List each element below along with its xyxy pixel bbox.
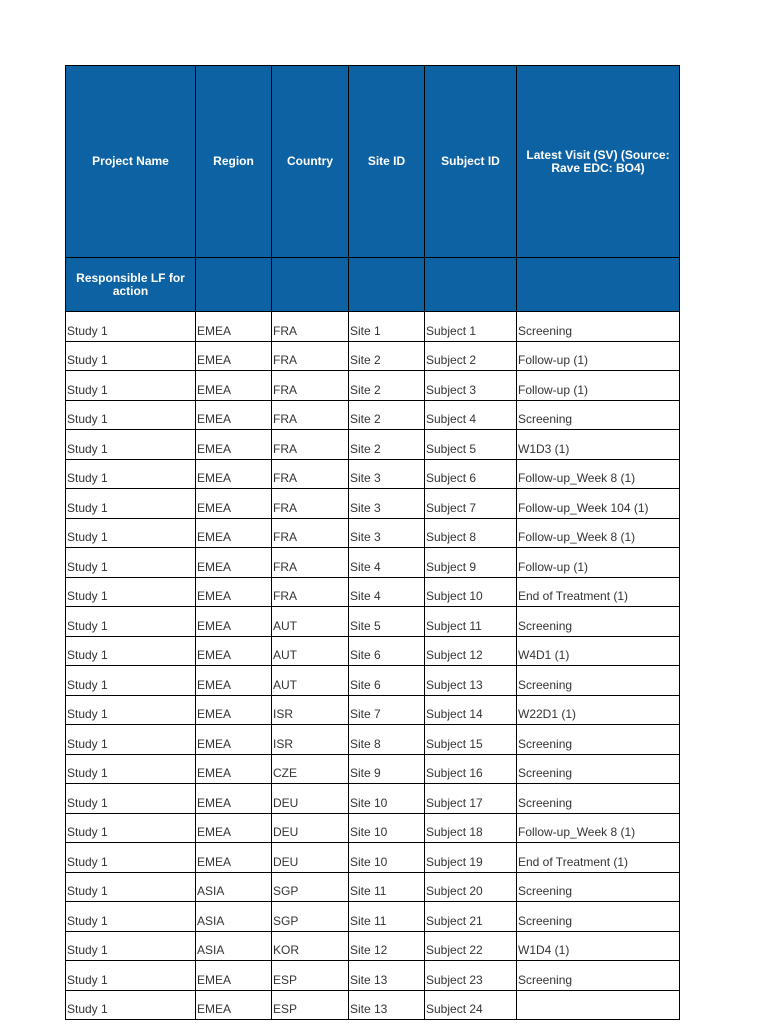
table-row: [66, 577, 680, 607]
cell-latest-visit[interactable]: Follow-up (1): [517, 548, 680, 578]
cell-region[interactable]: EMEA: [196, 754, 272, 784]
cell-site-id[interactable]: Site 2: [349, 371, 425, 401]
cell-project-name[interactable]: Study 1: [66, 990, 196, 1020]
header-site-id[interactable]: Site ID: [349, 66, 425, 258]
subheader-row: [66, 258, 680, 312]
cell-latest-visit[interactable]: Screening: [517, 725, 680, 755]
cell-project-name[interactable]: Study 1: [66, 725, 196, 755]
cell-region[interactable]: EMEA: [196, 784, 272, 814]
cell-project-name[interactable]: Study 1: [66, 518, 196, 548]
cell-country[interactable]: DEU: [272, 813, 349, 843]
cell-project-name[interactable]: Study 1: [66, 961, 196, 991]
cell-country[interactable]: DEU: [272, 843, 349, 873]
cell-region[interactable]: EMEA: [196, 607, 272, 637]
cell-latest-visit[interactable]: Screening: [517, 607, 680, 637]
cell-region[interactable]: EMEA: [196, 636, 272, 666]
cell-site-id[interactable]: Site 3: [349, 518, 425, 548]
cell-latest-visit[interactable]: Screening: [517, 784, 680, 814]
subheader-cell[interactable]: [349, 258, 425, 312]
table-row: [66, 666, 680, 696]
cell-project-name[interactable]: Study 1: [66, 843, 196, 873]
cell-country[interactable]: ISR: [272, 725, 349, 755]
cell-site-id[interactable]: Site 7: [349, 695, 425, 725]
cell-site-id[interactable]: Site 13: [349, 961, 425, 991]
header-latest-visit[interactable]: Latest Visit (SV) (Source: Rave EDC: BO4): [517, 66, 680, 258]
cell-country[interactable]: ESP: [272, 990, 349, 1020]
cell-country[interactable]: SGP: [272, 902, 349, 932]
cell-latest-visit[interactable]: W4D1 (1): [517, 636, 680, 666]
cell-latest-visit[interactable]: Follow-up_Week 8 (1): [517, 518, 680, 548]
cell-subject-id[interactable]: Subject 17: [425, 784, 517, 814]
cell-region[interactable]: EMEA: [196, 990, 272, 1020]
cell-country[interactable]: FRA: [272, 518, 349, 548]
subheader-cell[interactable]: [425, 258, 517, 312]
table-row: [66, 990, 680, 1020]
cell-subject-id[interactable]: Subject 5: [425, 430, 517, 460]
cell-subject-id[interactable]: Subject 15: [425, 725, 517, 755]
table-row: [66, 459, 680, 489]
cell-subject-id[interactable]: Subject 14: [425, 695, 517, 725]
cell-country[interactable]: FRA: [272, 489, 349, 519]
cell-subject-id[interactable]: Subject 21: [425, 902, 517, 932]
cell-site-id[interactable]: Site 11: [349, 902, 425, 932]
cell-subject-id[interactable]: Subject 6: [425, 459, 517, 489]
cell-latest-visit[interactable]: Screening: [517, 902, 680, 932]
cell-country[interactable]: FRA: [272, 341, 349, 371]
cell-project-name[interactable]: Study 1: [66, 371, 196, 401]
cell-project-name[interactable]: Study 1: [66, 489, 196, 519]
cell-latest-visit[interactable]: End of Treatment (1): [517, 577, 680, 607]
cell-site-id[interactable]: Site 2: [349, 430, 425, 460]
cell-country[interactable]: AUT: [272, 666, 349, 696]
cell-site-id[interactable]: Site 10: [349, 784, 425, 814]
cell-subject-id[interactable]: Subject 9: [425, 548, 517, 578]
subheader-cell[interactable]: [517, 258, 680, 312]
cell-project-name[interactable]: Study 1: [66, 813, 196, 843]
cell-region[interactable]: EMEA: [196, 400, 272, 430]
cell-country[interactable]: ISR: [272, 695, 349, 725]
cell-project-name[interactable]: Study 1: [66, 577, 196, 607]
cell-latest-visit[interactable]: W22D1 (1): [517, 695, 680, 725]
table-row: [66, 636, 680, 666]
cell-project-name[interactable]: Study 1: [66, 548, 196, 578]
table-row: [66, 489, 680, 519]
cell-latest-visit[interactable]: [517, 990, 680, 1020]
cell-project-name[interactable]: Study 1: [66, 341, 196, 371]
cell-latest-visit[interactable]: Screening: [517, 312, 680, 342]
cell-subject-id[interactable]: Subject 2: [425, 341, 517, 371]
cell-site-id[interactable]: Site 1: [349, 312, 425, 342]
cell-project-name[interactable]: Study 1: [66, 902, 196, 932]
cell-project-name[interactable]: Study 1: [66, 430, 196, 460]
cell-country[interactable]: FRA: [272, 459, 349, 489]
cell-region[interactable]: EMEA: [196, 489, 272, 519]
cell-country[interactable]: FRA: [272, 371, 349, 401]
cell-latest-visit[interactable]: Screening: [517, 754, 680, 784]
cell-site-id[interactable]: Site 6: [349, 636, 425, 666]
cell-site-id[interactable]: Site 13: [349, 990, 425, 1020]
cell-site-id[interactable]: Site 4: [349, 548, 425, 578]
table-row: [66, 754, 680, 784]
cell-region[interactable]: EMEA: [196, 312, 272, 342]
cell-subject-id[interactable]: Subject 8: [425, 518, 517, 548]
cell-project-name[interactable]: Study 1: [66, 607, 196, 637]
cell-country[interactable]: FRA: [272, 400, 349, 430]
header-row: [66, 66, 680, 258]
cell-subject-id[interactable]: Subject 13: [425, 666, 517, 696]
cell-project-name[interactable]: Study 1: [66, 872, 196, 902]
cell-latest-visit[interactable]: Screening: [517, 961, 680, 991]
cell-subject-id[interactable]: Subject 18: [425, 813, 517, 843]
cell-country[interactable]: FRA: [272, 548, 349, 578]
cell-latest-visit[interactable]: Follow-up_Week 8 (1): [517, 459, 680, 489]
cell-subject-id[interactable]: Subject 23: [425, 961, 517, 991]
cell-region[interactable]: EMEA: [196, 813, 272, 843]
cell-site-id[interactable]: Site 9: [349, 754, 425, 784]
header-country[interactable]: Country: [272, 66, 349, 258]
cell-project-name[interactable]: Study 1: [66, 400, 196, 430]
cell-latest-visit[interactable]: Follow-up_Week 8 (1): [517, 813, 680, 843]
cell-country[interactable]: KOR: [272, 931, 349, 961]
cell-region[interactable]: EMEA: [196, 961, 272, 991]
cell-latest-visit[interactable]: Follow-up (1): [517, 371, 680, 401]
cell-project-name[interactable]: Study 1: [66, 666, 196, 696]
cell-project-name[interactable]: Study 1: [66, 459, 196, 489]
table-row: [66, 725, 680, 755]
cell-subject-id[interactable]: Subject 7: [425, 489, 517, 519]
cell-country[interactable]: FRA: [272, 577, 349, 607]
cell-country[interactable]: AUT: [272, 636, 349, 666]
cell-latest-visit[interactable]: W1D3 (1): [517, 430, 680, 460]
cell-country[interactable]: FRA: [272, 312, 349, 342]
cell-site-id[interactable]: Site 2: [349, 341, 425, 371]
cell-latest-visit[interactable]: W1D4 (1): [517, 931, 680, 961]
table-row: [66, 607, 680, 637]
table-header: [66, 66, 680, 312]
header-project-name[interactable]: Project Name: [66, 66, 196, 258]
cell-latest-visit[interactable]: End of Treatment (1): [517, 843, 680, 873]
table-row: [66, 931, 680, 961]
cell-region[interactable]: EMEA: [196, 430, 272, 460]
cell-site-id[interactable]: Site 10: [349, 813, 425, 843]
table-row: [66, 813, 680, 843]
cell-country[interactable]: SGP: [272, 872, 349, 902]
table-row: [66, 312, 680, 342]
cell-latest-visit[interactable]: Follow-up_Week 104 (1): [517, 489, 680, 519]
table-row: [66, 430, 680, 460]
cell-country[interactable]: CZE: [272, 754, 349, 784]
cell-site-id[interactable]: Site 6: [349, 666, 425, 696]
cell-site-id[interactable]: Site 5: [349, 607, 425, 637]
cell-site-id[interactable]: Site 12: [349, 931, 425, 961]
table-row: [66, 695, 680, 725]
cell-subject-id[interactable]: Subject 4: [425, 400, 517, 430]
cell-project-name[interactable]: Study 1: [66, 931, 196, 961]
table-row: [66, 902, 680, 932]
cell-subject-id[interactable]: Subject 22: [425, 931, 517, 961]
cell-project-name[interactable]: Study 1: [66, 312, 196, 342]
cell-subject-id[interactable]: Subject 19: [425, 843, 517, 873]
cell-country[interactable]: FRA: [272, 430, 349, 460]
subheader-responsible-lf[interactable]: Responsible LF for action: [66, 258, 196, 312]
cell-region[interactable]: EMEA: [196, 459, 272, 489]
header-subject-id[interactable]: Subject ID: [425, 66, 517, 258]
cell-region[interactable]: EMEA: [196, 843, 272, 873]
cell-latest-visit[interactable]: Follow-up (1): [517, 341, 680, 371]
cell-region[interactable]: EMEA: [196, 666, 272, 696]
header-region[interactable]: Region: [196, 66, 272, 258]
table-row: [66, 548, 680, 578]
cell-project-name[interactable]: Study 1: [66, 784, 196, 814]
cell-subject-id[interactable]: Subject 3: [425, 371, 517, 401]
cell-site-id[interactable]: Site 3: [349, 459, 425, 489]
subheader-cell[interactable]: [196, 258, 272, 312]
cell-site-id[interactable]: Site 11: [349, 872, 425, 902]
cell-subject-id[interactable]: Subject 10: [425, 577, 517, 607]
cell-project-name[interactable]: Study 1: [66, 636, 196, 666]
cell-subject-id[interactable]: Subject 12: [425, 636, 517, 666]
cell-region[interactable]: ASIA: [196, 931, 272, 961]
cell-site-id[interactable]: Site 10: [349, 843, 425, 873]
cell-latest-visit[interactable]: Screening: [517, 400, 680, 430]
cell-project-name[interactable]: Study 1: [66, 695, 196, 725]
cell-site-id[interactable]: Site 8: [349, 725, 425, 755]
table-row: [66, 843, 680, 873]
cell-subject-id[interactable]: Subject 11: [425, 607, 517, 637]
table-row: [66, 961, 680, 991]
cell-country[interactable]: DEU: [272, 784, 349, 814]
cell-region[interactable]: EMEA: [196, 577, 272, 607]
cell-region[interactable]: ASIA: [196, 872, 272, 902]
cell-subject-id[interactable]: Subject 24: [425, 990, 517, 1020]
cell-region[interactable]: ASIA: [196, 902, 272, 932]
table-row: [66, 400, 680, 430]
cell-project-name[interactable]: Study 1: [66, 754, 196, 784]
cell-region[interactable]: EMEA: [196, 725, 272, 755]
subheader-cell[interactable]: [272, 258, 349, 312]
table-row: [66, 784, 680, 814]
table-body: [66, 312, 680, 1020]
cell-site-id[interactable]: Site 4: [349, 577, 425, 607]
cell-subject-id[interactable]: Subject 16: [425, 754, 517, 784]
cell-region[interactable]: EMEA: [196, 371, 272, 401]
cell-site-id[interactable]: Site 2: [349, 400, 425, 430]
table-row: [66, 371, 680, 401]
cell-region[interactable]: EMEA: [196, 341, 272, 371]
cell-subject-id[interactable]: Subject 20: [425, 872, 517, 902]
cell-latest-visit[interactable]: Screening: [517, 666, 680, 696]
subject-visit-table: [65, 65, 680, 1020]
table-row: [66, 872, 680, 902]
cell-site-id[interactable]: Site 3: [349, 489, 425, 519]
cell-subject-id[interactable]: Subject 1: [425, 312, 517, 342]
table-row: [66, 341, 680, 371]
cell-region[interactable]: EMEA: [196, 518, 272, 548]
cell-region[interactable]: EMEA: [196, 695, 272, 725]
cell-region[interactable]: EMEA: [196, 548, 272, 578]
table-row: [66, 518, 680, 548]
cell-country[interactable]: AUT: [272, 607, 349, 637]
cell-latest-visit[interactable]: Screening: [517, 872, 680, 902]
cell-country[interactable]: ESP: [272, 961, 349, 991]
